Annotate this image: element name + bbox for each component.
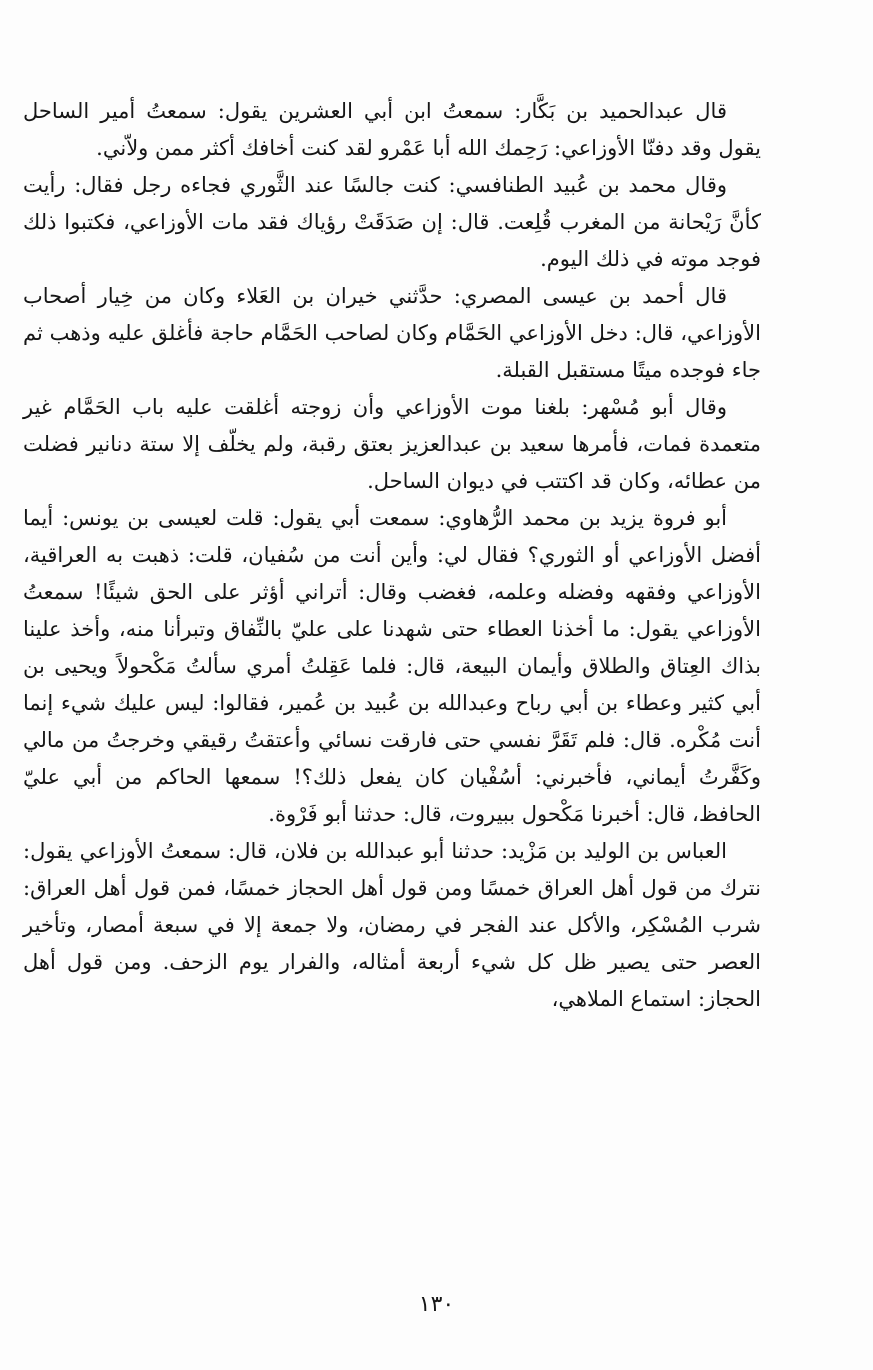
paragraph-2: وقال محمد بن عُبيد الطنافسي: كنت جالسًا عند الثَّوري فجاءه رجل فقال: رأيت كأنَّ رَيْحانة من المغرب قُلِعت. قال: إن صَدَقَتْ رؤياك فقد مات الأوزاعي، فكتبوا ذلك فوجد موته في ذلك اليوم. <box>23 173 761 271</box>
page-body-text <box>23 93 761 1018</box>
paragraph-4: وقال أبو مُسْهر: بلغنا موت الأوزاعي وأن زوجته أغلقت عليه باب الحَمَّام غير متعمدة فمات، فأمرها سعيد بن عبدالعزيز بعتق رقبة، ولم يخلّف إلا ستة دنانير فضلت من عطائه، وكان قد اكتتب في ديوان الساحل. <box>23 395 761 493</box>
paragraph-5: أبو فروة يزيد بن محمد الرُّهاوي: سمعت أبي يقول: قلت لعيسى بن يونس: أيما أفضل الأوزاعي أو الثوري؟ فقال لي: وأين أنت من سُفيان، قلت: ذهبت به العراقية، الأوزاعي وفقهه وفضله وعلمه، فغضب وقال: أتراني أؤثر على الحق شيئًا! سمعتُ الأوزاعي يقول: ما أخذنا العطاء حتى شهدنا على عليّ بالنِّفاق وتبرأنا منه، وأخذ علينا بذاك العِتاق والطلاق وأيمان البيعة، قال: فلما عَقِلتُ أمري سألتُ مَكْحولاً ويحيى بن أبي كثير وعطاء بن أبي رباح وعبدالله بن عُبيد بن عُمير، فقالوا: ليس عليك شيء إنما أنت مُكْره. قال: فلم تَقَرَّ نفسي حتى فارقت نسائي وأعتقتُ رقيقي وخرجتُ من مالي وكَفَّرتُ أيماني، فأخبرني: أسُفْيان كان يفعل ذلك؟! سمعها الحاكم من أبي عليّ الحافظ، قال: أخبرنا مَكْحول ببيروت، قال: حدثنا أبو فَرْوة. <box>23 506 761 826</box>
paragraph-3: قال أحمد بن عيسى المصري: حدَّثني خيران بن العَلاء وكان من خِيار أصحاب الأوزاعي، قال: دخل الأوزاعي الحَمَّام وكان لصاحب الحَمَّام حاجة فأغلق عليه وذهب ثم جاء فوجده ميتًا مستقبل القبلة. <box>23 284 761 382</box>
paragraph-6: العباس بن الوليد بن مَزْيد: حدثنا أبو عبدالله بن فلان، قال: سمعتُ الأوزاعي يقول: نترك من قول أهل العراق خمسًا ومن قول أهل الحجاز خمسًا، فمن قول أهل العراق: شرب المُسْكِر، والأكل عند الفجر في رمضان، ولا جمعة إلا في سبعة أمصار، وتأخير العصر حتى يصير ظل كل شيء أربعة أمثاله، والفرار يوم الزحف. ومن قول أهل الحجاز: استماع الملاهي، <box>23 839 761 1011</box>
paragraph-1: قال عبدالحميد بن بَكَّار: سمعتُ ابن أبي العشرين يقول: سمعتُ أمير الساحل يقول وقد دفنّا الأوزاعي: رَحِمك الله أبا عَمْرو لقد كنت أخافك أكثر ممن ولاّني. <box>23 99 761 160</box>
page-number: ١٣٠ <box>418 1292 455 1317</box>
